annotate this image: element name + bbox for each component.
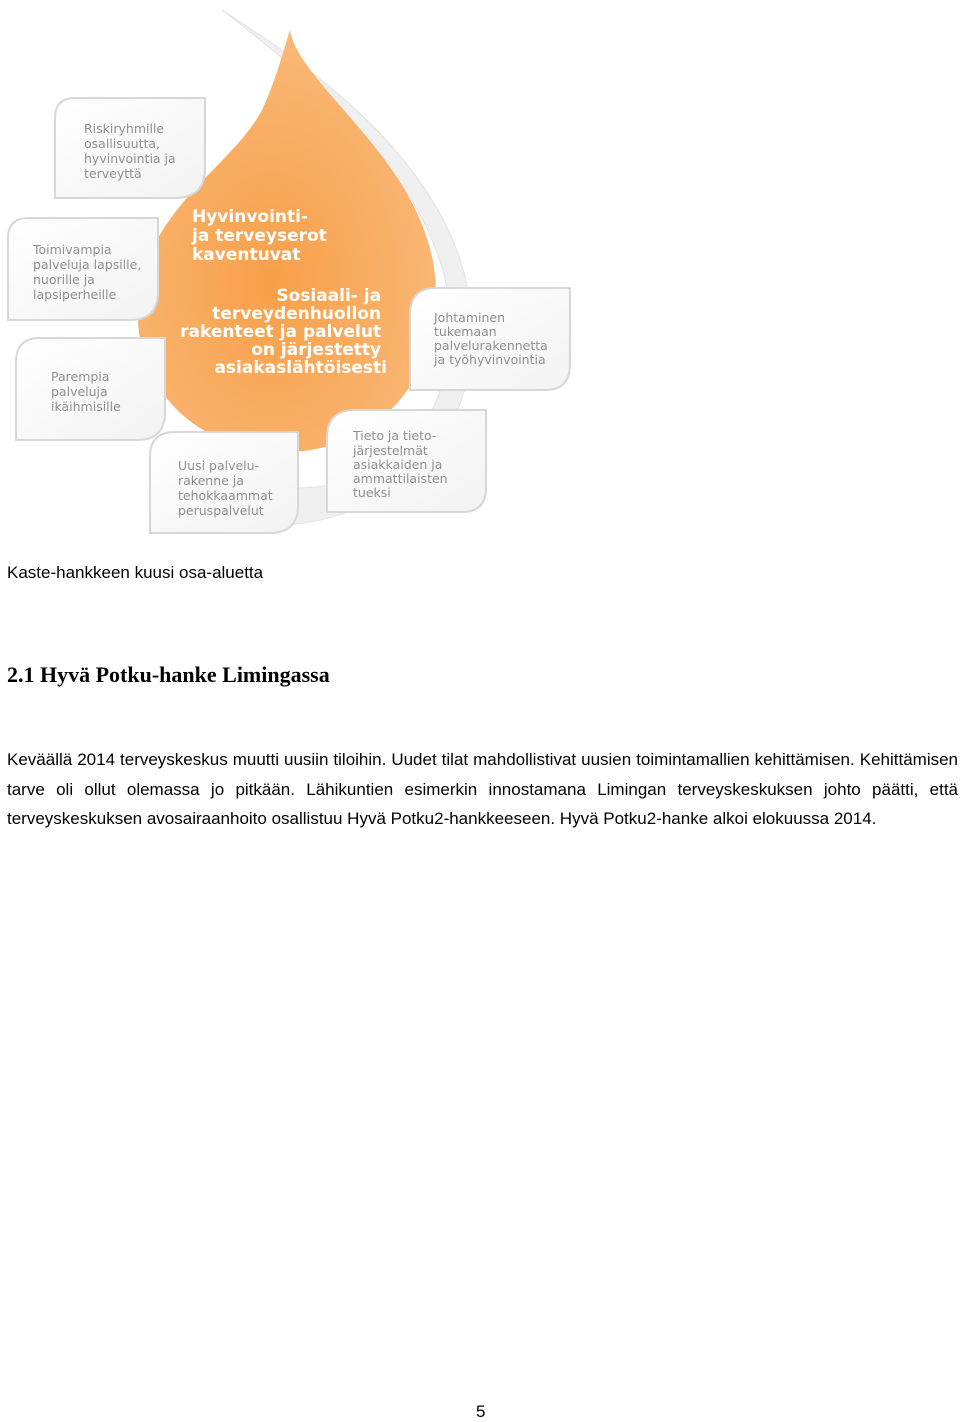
box-line: osallisuutta,	[84, 136, 161, 151]
box-line: terveyttä	[84, 166, 142, 181]
box-line: rakenne ja	[178, 473, 244, 488]
box-line: Riskiryhmille	[84, 121, 165, 136]
drop-subtitle-line: on järjestetty	[251, 340, 382, 360]
page-number: 5	[476, 1402, 486, 1421]
box-line: tukemaan	[434, 324, 497, 339]
drop-subtitle-line: Sosiaali- ja	[276, 286, 382, 306]
drop-subtitle-line: asiakaslähtöisesti	[214, 358, 387, 378]
box-line: Parempia	[51, 369, 110, 384]
box-line: Johtaminen	[434, 310, 506, 325]
drop-subtitle-line: rakenteet ja palvelut	[180, 322, 382, 342]
drop-subtitle-line: terveydenhuollon	[212, 304, 382, 324]
area-box-palvelurakenne	[150, 432, 298, 533]
box-line: Tieto ja tieto-	[353, 428, 437, 443]
area-box-lapset	[8, 218, 158, 320]
drop-title-line: kaventuvat	[192, 245, 301, 265]
svg-text:Uusi palvelu- rakenne ja	[178, 458, 277, 518]
box-line: tueksi	[353, 485, 391, 500]
kaste-diagram	[0, 0, 600, 545]
box-line: nuorille ja	[33, 272, 95, 287]
box-line: ammattilaisten	[353, 471, 448, 486]
box-line: lapsiperheille	[33, 287, 117, 302]
area-box-tietojarjestelmat	[327, 410, 486, 512]
box-line: järjestelmät	[353, 443, 428, 458]
box-line: palvelurakennetta	[434, 338, 548, 353]
box-line: asiakkaiden ja	[353, 457, 443, 472]
figure-caption: Kaste-hankkeen kuusi osa-aluetta	[7, 563, 264, 582]
drop-title-line: Hyvinvointi-	[192, 207, 309, 227]
area-box-riskiryhmat	[55, 98, 205, 198]
box-line: Uusi palvelu-	[178, 458, 260, 473]
body-paragraph: Keväällä 2014 terveyskeskus muutti uusiin tiloihin. Uudet tilat mahdollistivat uusien toimintamallien kehittämisen. Kehittämisen tarve oli ollut olemassa jo pitkään. Lähikuntien esimerkin innostamana Limingan terveyskeskuksen johto päätti, että terveyskeskuksen avosairaanhoito osallistuu Hyvä Potku2-hankkeeseen. Hyvä Potku2-hanke alkoi elokuussa 2014.	[7, 750, 958, 828]
box-line: peruspalvelut	[178, 503, 264, 518]
box-line: ikäihmisille	[51, 399, 121, 414]
area-box-johtaminen	[410, 288, 570, 390]
box-line: palveluja lapsille,	[33, 257, 142, 272]
area-box-ikaihmiset	[16, 338, 165, 440]
svg-text:Parempia palveluja	[51, 369, 121, 414]
box-line: Toimivampia	[33, 242, 112, 257]
box-line: ja työhyvinvointia	[434, 352, 546, 367]
box-line: hyvinvointia ja	[84, 151, 176, 166]
box-line: palveluja	[51, 384, 108, 399]
drop-title-line: ja terveyserot	[192, 226, 327, 246]
box-line: tehokkaammat	[178, 488, 273, 503]
section-heading: 2.1 Hyvä Potku-hanke Limingassa	[7, 662, 330, 687]
